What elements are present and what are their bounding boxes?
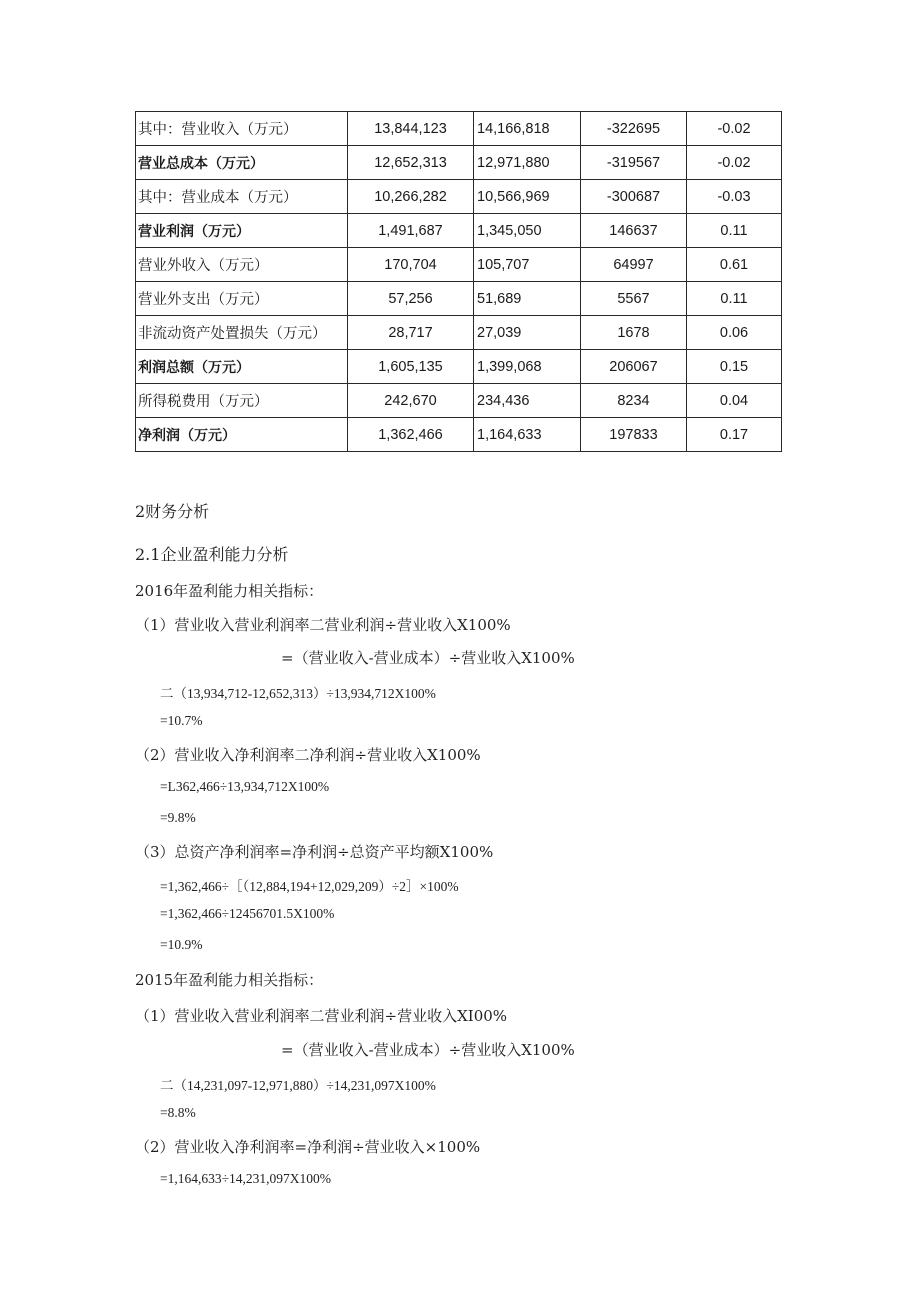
change-rate-cell: 0.06 — [687, 316, 782, 350]
value-2015-cell: 12,971,880 — [474, 146, 581, 180]
change-amount-cell: 64997 — [581, 248, 687, 282]
change-amount-cell: 5567 — [581, 282, 687, 316]
formula-2016-1b: =（营业收入-营业成本）÷营业收入X100% — [281, 649, 575, 667]
table-row — [136, 214, 782, 248]
formula-2016-1d: =10.7% — [160, 713, 203, 728]
formula-2016-3b: =1,362,466÷［（12,884,194+12,029,209）÷2］×100% — [160, 879, 459, 894]
change-rate-cell: 0.17 — [687, 418, 782, 452]
table-row — [136, 112, 782, 146]
change-rate-cell: -0.03 — [687, 180, 782, 214]
value-2016-cell: 170,704 — [348, 248, 474, 282]
value-2016-cell: 1,491,687 — [348, 214, 474, 248]
change-rate-cell: 0.11 — [687, 214, 782, 248]
table-row — [136, 316, 782, 350]
value-2015-cell: 1,399,068 — [474, 350, 581, 384]
row-label-cell: 营业外收入（万元） — [136, 248, 348, 282]
formula-2016-3d: =10.9% — [160, 937, 203, 952]
row-label-cell: 非流动资产处置损失（万元） — [136, 316, 348, 350]
formula-2016-2b: =L362,466÷13,934,712X100% — [160, 779, 330, 794]
table-body — [136, 112, 782, 452]
change-rate-cell: 0.15 — [687, 350, 782, 384]
formula-2015-1d: =8.8% — [160, 1105, 196, 1120]
change-rate-cell: 0.11 — [687, 282, 782, 316]
row-label-cell: 所得税费用（万元） — [136, 384, 348, 418]
formula-2016-2c: =9.8% — [160, 810, 196, 825]
formula-2016-1c: 二（13,934,712-12,652,313）÷13,934,712X100% — [160, 686, 436, 701]
row-label-cell: 营业外支出（万元） — [136, 282, 348, 316]
section-title: 2财务分析 — [135, 502, 210, 521]
value-2016-cell: 1,362,466 — [348, 418, 474, 452]
change-rate-cell: -0.02 — [687, 146, 782, 180]
value-2016-cell: 10,266,282 — [348, 180, 474, 214]
change-amount-cell: -322695 — [581, 112, 687, 146]
value-2015-cell: 1,345,050 — [474, 214, 581, 248]
change-amount-cell: -300687 — [581, 180, 687, 214]
change-amount-cell: -319567 — [581, 146, 687, 180]
change-rate-cell: -0.02 — [687, 112, 782, 146]
formula-2015-2b: =1,164,633÷14,231,097X100% — [160, 1171, 332, 1186]
change-rate-cell: 0.61 — [687, 248, 782, 282]
change-amount-cell: 1678 — [581, 316, 687, 350]
value-2016-cell: 1,605,135 — [348, 350, 474, 384]
change-rate-cell: 0.04 — [687, 384, 782, 418]
formula-2015-1: （1）营业收入营业利润率二营业利润÷营业收入XI00% — [135, 1007, 508, 1025]
table-row — [136, 350, 782, 384]
formula-2016-1: （1）营业收入营业利润率二营业利润÷营业收入X100% — [135, 616, 511, 634]
change-amount-cell: 197833 — [581, 418, 687, 452]
value-2016-cell: 57,256 — [348, 282, 474, 316]
formula-2016-3: （3）总资产净利润率=净利润÷总资产平均额X100% — [135, 843, 494, 861]
value-2016-cell: 242,670 — [348, 384, 474, 418]
change-amount-cell: 206067 — [581, 350, 687, 384]
table-row — [136, 282, 782, 316]
row-label-cell: 其中：营业成本（万元） — [136, 180, 348, 214]
value-2015-cell: 27,039 — [474, 316, 581, 350]
income-statement-table — [135, 111, 782, 452]
value-2015-cell: 105,707 — [474, 248, 581, 282]
value-2015-cell: 10,566,969 — [474, 180, 581, 214]
change-amount-cell: 146637 — [581, 214, 687, 248]
value-2016-cell: 13,844,123 — [348, 112, 474, 146]
value-2016-cell: 28,717 — [348, 316, 474, 350]
value-2015-cell: 234,436 — [474, 384, 581, 418]
formula-2015-1c: 二（14,231,097-12,971,880）÷14,231,097X100% — [160, 1078, 436, 1093]
value-2015-cell: 14,166,818 — [474, 112, 581, 146]
table-row — [136, 248, 782, 282]
value-2016-cell: 12,652,313 — [348, 146, 474, 180]
income-statement-table-wrapper — [135, 111, 781, 452]
year-2016-heading: 2016年盈利能力相关指标： — [135, 582, 324, 600]
row-label-cell: 利润总额（万元） — [136, 350, 348, 384]
row-label-cell: 其中：营业收入（万元） — [136, 112, 348, 146]
formula-2016-3c: =1,362,466÷12456701.5X100% — [160, 906, 335, 921]
year-2015-heading: 2015年盈利能力相关指标： — [135, 971, 324, 989]
change-amount-cell: 8234 — [581, 384, 687, 418]
formula-2015-1b: =（营业收入-营业成本）÷营业收入X100% — [281, 1041, 575, 1059]
row-label-cell: 营业利润（万元） — [136, 214, 348, 248]
row-label-cell: 净利润（万元） — [136, 418, 348, 452]
formula-2016-2: （2）营业收入净利润率二净利润÷营业收入X100% — [135, 746, 481, 764]
value-2015-cell: 1,164,633 — [474, 418, 581, 452]
row-label-cell: 营业总成本（万元） — [136, 146, 348, 180]
value-2015-cell: 51,689 — [474, 282, 581, 316]
table-row — [136, 146, 782, 180]
table-row — [136, 384, 782, 418]
table-row — [136, 180, 782, 214]
table-row — [136, 418, 782, 452]
formula-2015-2: （2）营业收入净利润率=净利润÷营业收入×100% — [135, 1138, 481, 1156]
subsection-title: 2.1企业盈利能力分析 — [135, 545, 289, 564]
